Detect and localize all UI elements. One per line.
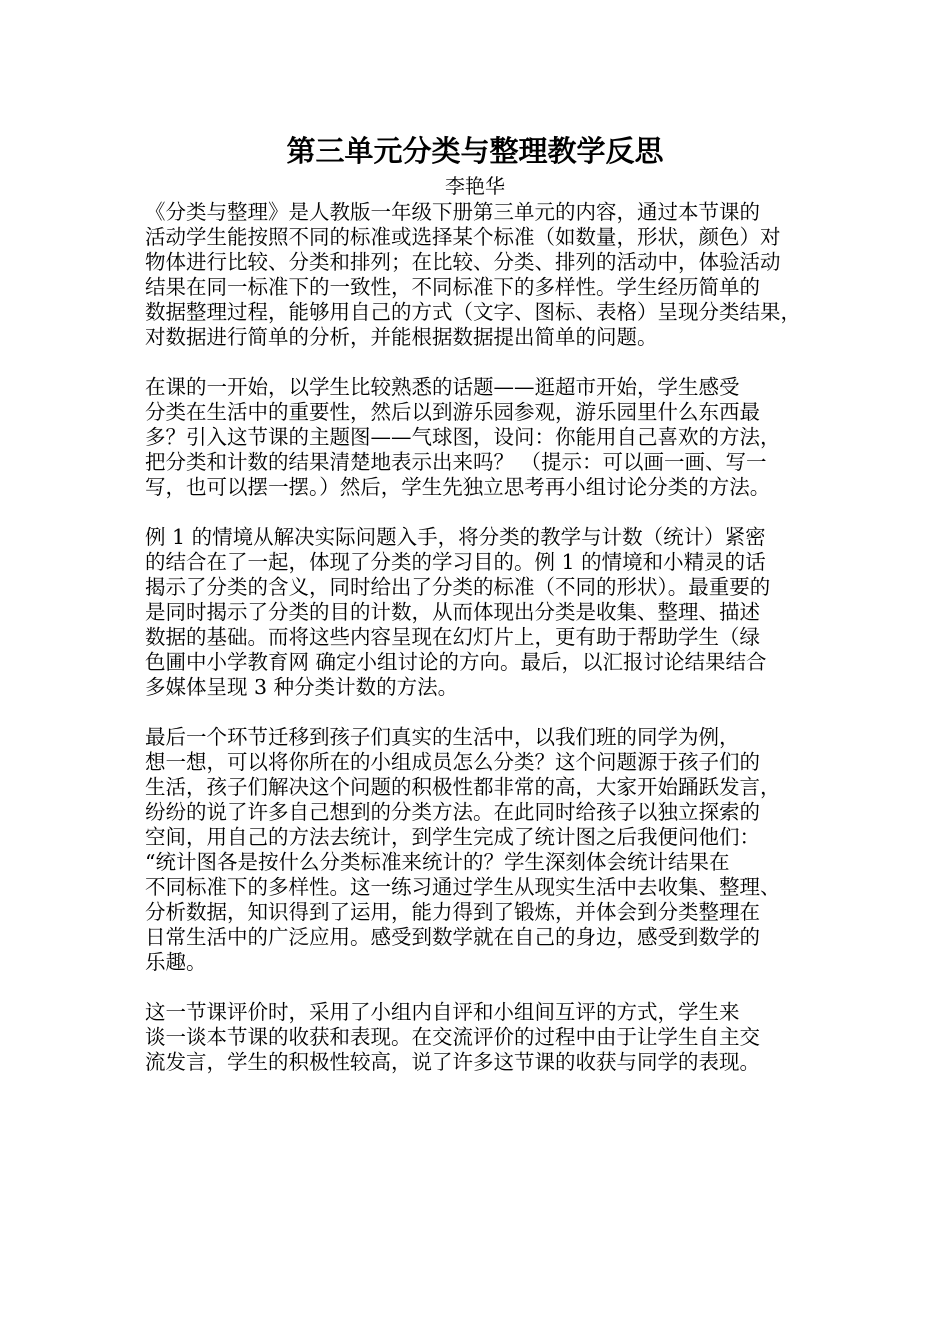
text-line: “统计图各是按什么分类标准来统计的？学生深刻体会统计结果在: [145, 850, 730, 874]
paragraph-gap: [145, 500, 825, 525]
text-line: 写，也可以摆一摆。）然后，学生先独立思考再小组讨论分类的方法。: [145, 475, 771, 499]
text-line: 谈一谈本节课的收获和表现。在交流评价的过程中由于让学生自主交: [145, 1025, 760, 1049]
text-line: 分析数据，知识得到了运用，能力得到了锻炼，并体会到分类整理在: [145, 900, 760, 924]
text-line: 揭示了分类的含义，同时给出了分类的标准（不同的形状）。最重要的: [145, 575, 771, 599]
text-line: 多媒体呈现 3 种分类计数的方法。: [145, 675, 459, 699]
text-line: 活动学生能按照不同的标准或选择某个标准（如数量，形状，颜色）对: [145, 225, 781, 249]
text-line: 分类在生活中的重要性，然后以到游乐园参观，游乐园里什么东西最: [145, 400, 760, 424]
text-line: 想一想，可以将你所在的小组成员怎么分类？这个问题源于孩子们的: [145, 750, 760, 774]
paragraph-intro: [145, 200, 825, 350]
text-line: 《分类与整理》是人教版一年级下册第三单元的内容，通过本节课的: [145, 200, 760, 224]
text-line: 纷纷的说了许多自己想到的分类方法。在此同时给孩子以独立探索的: [145, 800, 760, 824]
text-line: 例 1 的情境从解决实际问题入手，将分类的教学与计数（统计）紧密: [145, 525, 766, 549]
text-line: 的结合在了一起，体现了分类的学习目的。例 1 的情境和小精灵的话: [145, 550, 766, 574]
text-line: 结果在同一标准下的一致性，不同标准下的多样性。学生经历简单的: [145, 275, 760, 299]
paragraph-evaluation: [145, 1000, 825, 1075]
text-line: 多？引入这节课的主题图——气球图，设问：你能用自己喜欢的方法，: [145, 425, 781, 449]
text-line: 生活，孩子们解决这个问题的积极性都非常的高，大家开始踊跃发言，: [145, 775, 781, 799]
text-line: 空间，用自己的方法去统计，到学生完成了统计图之后我便问他们：: [145, 825, 760, 849]
document-body: [145, 200, 825, 1075]
text-line: 是同时揭示了分类的目的计数，从而体现出分类是收集、整理、描述: [145, 600, 760, 624]
text-line: 这一节课评价时，采用了小组内自评和小组间互评的方式，学生来: [145, 1000, 740, 1024]
document-title: 第三单元分类与整理教学反思: [286, 134, 664, 168]
text-line: 物体进行比较、分类和排列；在比较、分类、排列的活动中，体验活动: [145, 250, 781, 274]
text-line: 把分类和计数的结果清楚地表示出来吗？ （提示：可以画一画、写一: [145, 450, 767, 474]
paragraph-gap: [145, 350, 825, 375]
text-line: 在课的一开始，以学生比较熟悉的话题——逛超市开始，学生感受: [145, 375, 740, 399]
text-line: 乐趣。: [145, 950, 207, 974]
text-line: 流发言，学生的积极性较高，说了许多这节课的收获与同学的表现。: [145, 1050, 760, 1074]
text-line: 对数据进行简单的分析，并能根据数据提出简单的问题。: [145, 325, 658, 349]
text-line: 不同标准下的多样性。这一练习通过学生从现实生活中去收集、整理、: [145, 875, 781, 899]
text-line: 数据的基础。而将这些内容呈现在幻灯片上，更有助于帮助学生（绿: [145, 625, 760, 649]
text-line: 日常生活中的广泛应用。感受到数学就在自己的身边，感受到数学的: [145, 925, 760, 949]
paragraph-lesson-start: [145, 375, 825, 500]
document-author: 李艳华: [445, 174, 505, 198]
paragraph-gap: [145, 975, 825, 1000]
paragraph-gap: [145, 700, 825, 725]
text-line: 数据整理过程，能够用自己的方式（文字、图标、表格）呈现分类结果，: [145, 300, 801, 324]
paragraph-example-one: [145, 525, 825, 700]
text-line: 色圃中小学教育网 确定小组讨论的方向。最后，以汇报讨论结果结合: [145, 650, 767, 674]
paragraph-final-step: [145, 725, 825, 975]
text-line: 最后一个环节迁移到孩子们真实的生活中，以我们班的同学为例，: [145, 725, 740, 749]
